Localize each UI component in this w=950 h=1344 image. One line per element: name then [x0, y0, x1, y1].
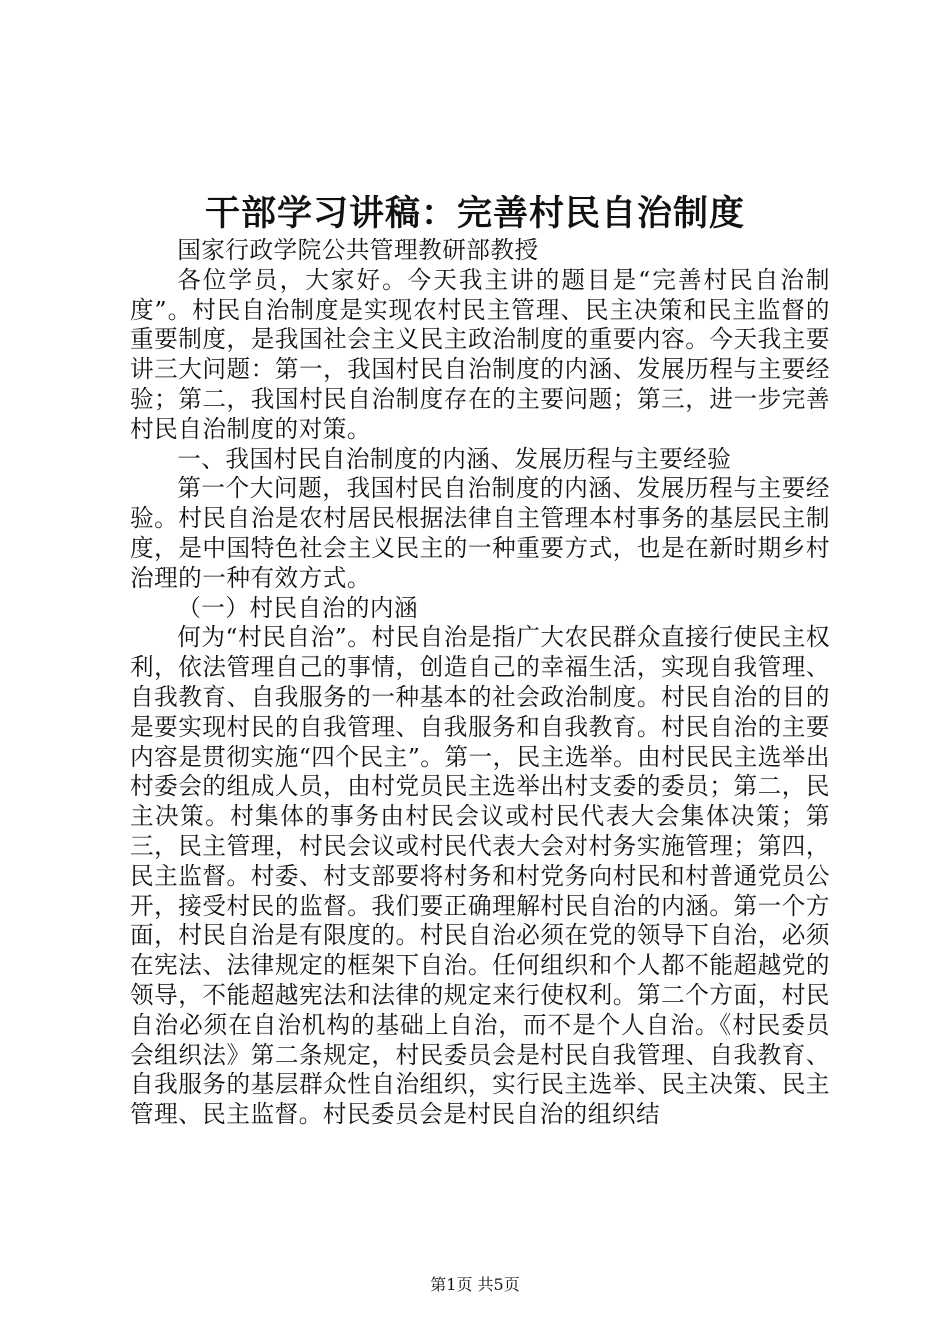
author-line: 国家行政学院公共管理教研部教授	[177, 236, 539, 264]
paragraph-section-1: 第一个大问题，我国村民自治制度的内涵、发展历程与主要经验。村民自治是农村居民根据法律自主管理本村事务的基层民主制度，是中国特色社会主义民主的一种重要方式，也是在新时期乡村治理的一种有效方式。	[130, 474, 830, 592]
section-heading-1: 一、我国村民自治制度的内涵、发展历程与主要经验	[177, 444, 732, 473]
paragraph-subsection-1: 何为“村民自治”。村民自治是指广大农民群众直接行使民主权利，依法管理自己的事情，创造自己的幸福生活，实现自我管理、自我教育、自我服务的一种基本的社会政治制度。村民自治的目的是要实现村民的自我管理、自我服务和自我教育。村民自治的主要内容是贯彻实施“四个民主”。第一，民主选举。由村民民主选举出村委会的组成人员，由村党员民主选举出村支委的委员；第二，民主决策。村集体的事务由村民会议或村民代表大会集体决策；第三，民主管理，村民会议或村民代表大会对村务实施管理；第四，民主监督。村委、村支部要将村务和村党务向村民和村普通党员公开，接受村民的监督。我们要正确理解村民自治的内涵。第一个方面，村民自治是有限度的。村民自治必须在党的领导下自治，必须在宪法、法律规定的框架下自治。任何组织和个人都不能超越党的领导，不能超越宪法和法律的规定来行使权利。第二个方面，村民自治必须在自治机构的基础上自治，而不是个人自治。《村民委员会组织法》第二条规定，村民委员会是村民自我管理、自我教育、自我服务的基层群众性自治组织，实行民主选举、民主决策、民主管理、民主监督。村民委员会是村民自治的组织结	[130, 623, 830, 1129]
subsection-heading-1: （一）村民自治的内涵	[177, 593, 419, 622]
paragraph-intro: 各位学员，大家好。今天我主讲的题目是“完善村民自治制度”。村民自治制度是实现农村民主管理、民主决策和民主监督的重要制度，是我国社会主义民主政治制度的重要内容。今天我主要讲三大问题：第一，我国村民自治制度的内涵、发展历程与主要经验；第二，我国村民自治制度存在的主要问题；第三，进一步完善村民自治制度的对策。	[130, 265, 830, 443]
document-body	[130, 236, 830, 1130]
document-title: 干部学习讲稿：完善村民自治制度	[204, 194, 745, 234]
page-footer: 第1页 共5页	[430, 1275, 520, 1294]
